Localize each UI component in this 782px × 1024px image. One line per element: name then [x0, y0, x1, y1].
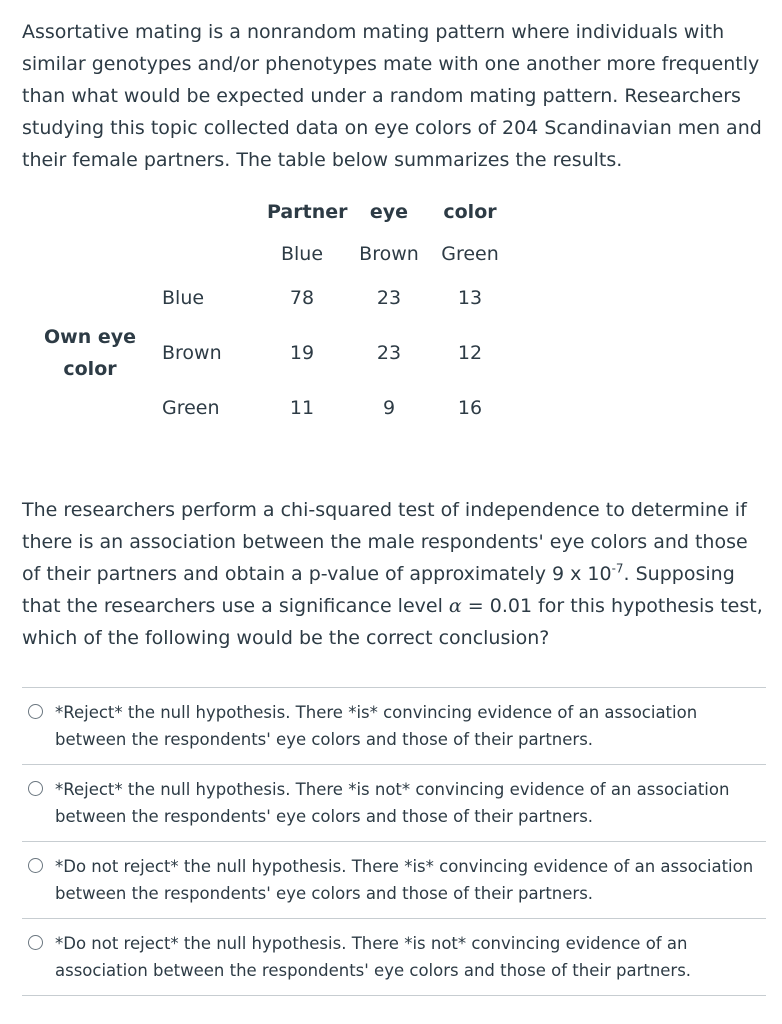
partner-header-partner: Partner	[267, 201, 348, 223]
table-cell: 16	[457, 397, 483, 419]
radio-button[interactable]	[28, 858, 43, 873]
column-header-green: Green	[441, 243, 499, 265]
alpha-symbol: α	[448, 595, 462, 617]
row-header-color: color	[63, 358, 117, 380]
question-text	[22, 494, 767, 654]
table-cell: 9	[382, 397, 396, 419]
row-header-own-eye: Own eye	[43, 326, 137, 348]
partner-header-color: color	[443, 201, 497, 223]
answer-option-label[interactable]: *Reject* the null hypothesis. There *is not* convincing evidence of an association between the respondents' eye colors and those of their partners.	[55, 780, 730, 826]
answer-option-label[interactable]: *Do not reject* the null hypothesis. There *is* convincing evidence of an association between the respondents' eye colors and those of their partners.	[55, 857, 754, 903]
question-exponent: -7	[611, 561, 624, 576]
contingency-table	[0, 0, 782, 440]
answer-option-label[interactable]: *Reject* the null hypothesis. There *is* convincing evidence of an association between the respondents' eye colors and those of their partners.	[55, 703, 698, 749]
column-header-brown: Brown	[359, 243, 419, 265]
table-cell: 13	[457, 287, 483, 309]
table-cell: 23	[376, 342, 402, 364]
answer-option-label[interactable]: *Do not reject* the null hypothesis. There *is not* convincing evidence of an association between the respondents' eye colors and those of their partners.	[55, 934, 692, 980]
intro-paragraph: Assortative mating is a nonrandom mating pattern where individuals with similar genotypes and/or phenotypes mate with one another more frequently than what would be expected under a random mating pattern. Researchers studying this topic collected data on eye colors of 204 Scandinavian men and their female partners. The table below summarizes the results.	[22, 21, 762, 171]
table-cell: 23	[376, 287, 402, 309]
table-cell: 12	[457, 342, 483, 364]
answer-option[interactable]	[22, 918, 766, 996]
row-label-blue: Blue	[162, 287, 205, 309]
table-cell: 11	[289, 397, 315, 419]
radio-button[interactable]	[28, 704, 43, 719]
answer-option[interactable]	[22, 687, 766, 764]
partner-header-eye: eye	[369, 201, 409, 223]
answer-options	[22, 687, 766, 996]
radio-button[interactable]	[28, 781, 43, 796]
column-header-blue: Blue	[280, 243, 324, 265]
table-cell: 78	[289, 287, 315, 309]
question-part3: = 0.01 for this hypothesis test, which of the following would be the correct conclusion?	[22, 595, 763, 649]
radio-button[interactable]	[28, 935, 43, 950]
row-label-brown: Brown	[162, 342, 222, 364]
question-part2: . Supposing that the researchers use a significance level	[22, 563, 735, 617]
answer-option[interactable]	[22, 841, 766, 918]
row-label-green: Green	[162, 397, 220, 419]
table-cell: 19	[289, 342, 315, 364]
question-part1: The researchers perform a chi-squared test of independence to determine if there is an association between the male respondents' eye colors and those of their partners and obtain a p-value of approximately 9 x 10	[22, 499, 748, 585]
answer-option[interactable]	[22, 764, 766, 841]
